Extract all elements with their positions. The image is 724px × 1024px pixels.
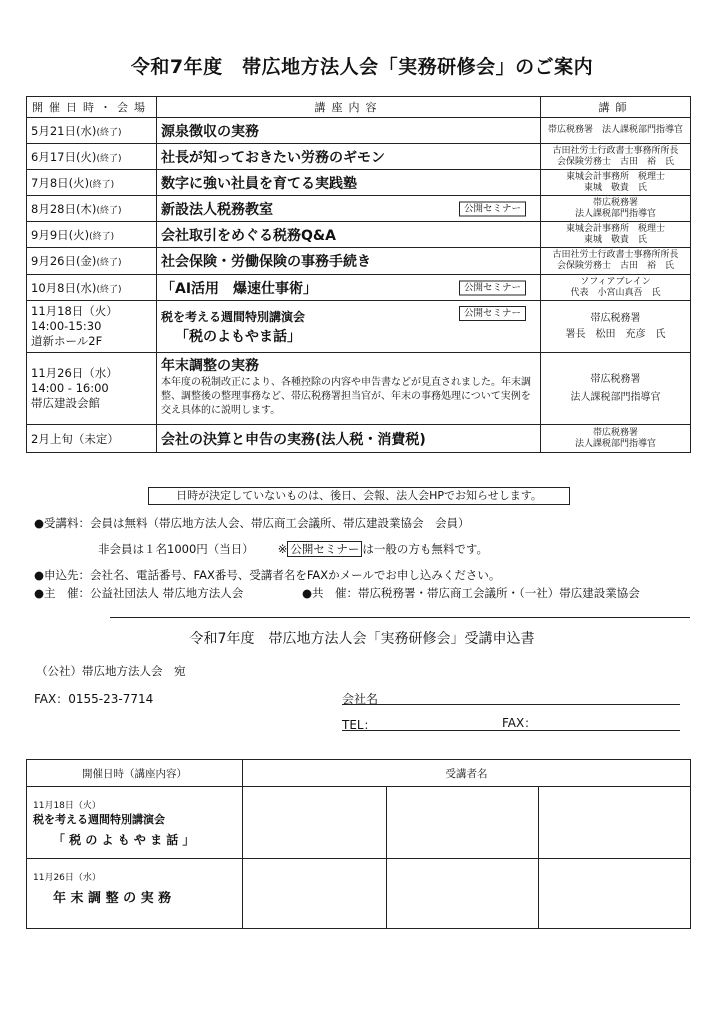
text-schedule-rows-9-lecturer-0: 帯広税務署 — [592, 427, 638, 438]
text-schedule-rows-8-date: 11月26日（水） — [31, 366, 118, 380]
form-addressee: （公社）帯広地方法人会 宛 — [36, 664, 186, 678]
text-schedule-rows-7-date: 11月18日（火） — [31, 304, 118, 318]
attendee-name-input[interactable] — [539, 859, 691, 929]
row-date — [27, 196, 157, 222]
fee-info: ●受講料：会員は無料（帯広地方法人会、帯広商工会議所、帯広建設業協会 会員） — [34, 516, 470, 530]
text-schedule-rows-1-date: 6月17日(火) — [31, 149, 97, 164]
text-schedule-rows-6-date: 10月8日(水) — [31, 280, 97, 295]
text-form-company_label: 会社名 — [342, 692, 379, 706]
text-schedule-rows-6-topic: 「AI活用 爆速仕事術」 — [161, 280, 318, 297]
apply-header-attendees: 受講者名 — [243, 760, 691, 787]
public-seminar-badge: 公開セミナー — [459, 201, 526, 216]
header-topic: 講座内容 — [157, 97, 541, 118]
text-schedule-rows-7-time: 14:00-15:30 — [31, 319, 102, 333]
text-schedule-rows-7-lecturer-1: 署長 松田 充彦 氏 — [565, 328, 666, 340]
text-schedule-rows-2-status: (終了) — [89, 179, 115, 190]
text-schedule-rows-2-date: 7月8日(火) — [31, 175, 90, 190]
apply-header-row — [27, 760, 691, 787]
public-seminar-badge: 公開セミナー — [287, 541, 362, 557]
row-lecturer — [541, 353, 691, 425]
section-divider — [110, 617, 690, 618]
text-schedule-rows-8-lecturer-1: 法人課税部門指導官 — [570, 391, 661, 403]
nonmember-fee — [98, 541, 488, 557]
text-form-entries-0-line1: 税を考える週間特別講演会 — [33, 813, 165, 826]
text-schedule-rows-8-lecturer-0: 帯広税務署 — [590, 373, 641, 385]
text-form-entries-0-line2: 「 税 の よ も や ま 話 」 — [53, 833, 195, 847]
text-schedule-rows-3-status: (終了) — [96, 205, 122, 216]
text-schedule-rows-2-lecturer-1: 東城 敬貴 氏 — [583, 182, 647, 193]
text-schedule-rows-7-subtopic: 「税のよもやま話」 — [175, 328, 301, 345]
text-schedule-rows-1-lecturer-0: 古田社労士行政書士事務所所長 — [552, 145, 679, 156]
text-schedule-rows-0-date: 5月21日(水) — [31, 123, 97, 138]
application-table — [26, 759, 691, 929]
text-schedule-rows-7-topic: 税を考える週間特別講演会 — [161, 309, 306, 324]
row-topic — [157, 353, 541, 425]
organizer: ●主 催：公益社団法人 帯広地方法人会 — [34, 586, 244, 600]
row-lecturer — [541, 170, 691, 196]
cosponsor: ●共 催：帯広税務署・帯広商工会議所・（一社）帯広建設業協会 — [302, 586, 640, 600]
row-lecturer — [541, 196, 691, 222]
schedule-header-row — [27, 97, 691, 118]
row-topic: 会社取引をめぐる税務Q&A — [157, 222, 541, 248]
apply-header-session: 開催日時（講座内容） — [27, 760, 243, 787]
text-schedule-rows-4-status: (終了) — [89, 231, 115, 242]
company-name-field[interactable] — [342, 688, 680, 705]
attendee-name-input[interactable] — [539, 787, 691, 859]
text-schedule-rows-8-time: 14:00 - 16:00 — [31, 381, 109, 395]
row-topic — [157, 301, 541, 353]
text-schedule-rows-4-date: 9月9日(火) — [31, 227, 90, 242]
row-lecturer — [541, 222, 691, 248]
table-row — [27, 196, 691, 222]
attendee-name-input[interactable] — [243, 859, 387, 929]
row-date — [27, 248, 157, 275]
row-date — [27, 170, 157, 196]
row-description: 本年度の税制改正により、各種控除の内容や申告書などが見直されました。年末調整、調整後の整理事務など、帯広税務署担当官が、年末の事務処理について実例を交え具体的に説明します。 — [161, 377, 531, 416]
row-lecturer — [541, 144, 691, 170]
row-date — [27, 353, 157, 425]
table-row — [27, 787, 691, 859]
table-row — [27, 144, 691, 170]
text-schedule-rows-5-lecturer-0: 古田社労士行政書士事務所所長 — [552, 250, 679, 260]
text-form-entries-1-date: 11月26日（水） — [33, 873, 101, 883]
form-fax-number: FAX：0155-23-7714 — [34, 692, 154, 706]
row-topic: 社会保険・労働保険の事務手続き — [157, 248, 541, 275]
text-schedule-rows-5-date: 9月26日(金) — [31, 254, 97, 268]
table-row — [27, 170, 691, 196]
table-row — [27, 301, 691, 353]
table-row — [27, 425, 691, 453]
row-lecturer — [541, 275, 691, 301]
session-cell — [27, 787, 243, 859]
row-topic — [157, 275, 541, 301]
page-title: 令和7年度 帯広地方法人会「実務研修会」のご案内 — [130, 56, 594, 78]
table-row — [27, 248, 691, 275]
row-lecturer — [541, 248, 691, 275]
application-info: ●申込先：会社名、電話番号、FAX番号、受講者名をFAXかメールでお申し込みください。 — [34, 568, 501, 582]
text-schedule-rows-6-lecturer-1: 代表 小宮山真吾 氏 — [570, 287, 661, 298]
public-seminar-badge: 公開セミナー — [459, 280, 526, 295]
text-schedule-rows-4-lecturer-0: 東城会計事務所 税理士 — [565, 223, 665, 234]
text-schedule-rows-1-status: (終了) — [96, 153, 122, 164]
row-date — [27, 144, 157, 170]
row-topic: 数字に強い社員を育てる実践塾 — [157, 170, 541, 196]
row-topic: 社長が知っておきたい労務のギモン — [157, 144, 541, 170]
text-schedule-rows-3-lecturer-0: 帯広税務署 — [592, 197, 638, 208]
text-schedule-rows-5-status: (終了) — [96, 258, 122, 268]
text-form-entries-1-line1: 年 末 調 整 の 実 務 — [53, 891, 172, 906]
row-date — [27, 301, 157, 353]
fax-field-label: FAX： — [502, 716, 537, 730]
contact-field[interactable] — [342, 714, 680, 731]
text-schedule-rows-8-venue: 帯広建設会館 — [31, 396, 100, 410]
text-schedule-rows-3-date: 8月28日(木) — [31, 201, 97, 216]
text-fee-note_prefix: ※ — [277, 542, 288, 556]
row-lecturer: 帯広税務署 法人課税部門指導官 — [541, 118, 691, 144]
attendee-name-input[interactable] — [387, 787, 539, 859]
tel-field-label: TEL： — [342, 718, 376, 732]
table-row — [27, 222, 691, 248]
row-lecturer — [541, 301, 691, 353]
text-schedule-rows-5-lecturer-1: 会保険労務士 古田 裕 氏 — [556, 261, 674, 271]
row-date — [27, 275, 157, 301]
row-date — [27, 222, 157, 248]
header-date: 開催日時・会場 — [27, 97, 157, 118]
text-schedule-rows-8-topic: 年末調整の実務 — [161, 358, 259, 374]
table-row — [27, 859, 691, 929]
row-date: 2月上旬（未定） — [27, 425, 157, 453]
row-date — [27, 118, 157, 144]
text-schedule-rows-7-lecturer-0: 帯広税務署 — [590, 312, 641, 324]
header-lecturer: 講師 — [541, 97, 691, 118]
row-topic — [157, 196, 541, 222]
row-lecturer — [541, 425, 691, 453]
text-schedule-rows-3-lecturer-1: 法人課税部門指導官 — [574, 208, 656, 219]
text-schedule-rows-7-venue: 道新ホール2F — [31, 334, 103, 348]
text-schedule-rows-6-lecturer-0: ソフィアブレイン — [580, 276, 651, 287]
table-row — [27, 118, 691, 144]
text-schedule-rows-9-lecturer-1: 法人課税部門指導官 — [574, 438, 656, 449]
attendee-name-input[interactable] — [243, 787, 387, 859]
undecided-notice: 日時が決定していないものは、後日、会報、法人会HPでお知らせします。 — [148, 487, 570, 505]
text-fee-nonmember: 非会員は１名1000円（当日） — [98, 542, 254, 556]
text-schedule-rows-1-lecturer-1: 会保険労務士 古田 裕 氏 — [556, 156, 674, 167]
text-fee-note_suffix: は一般の方も無料です。 — [362, 542, 488, 556]
text-schedule-rows-3-topic: 新設法人税務教室 — [161, 201, 273, 218]
table-row — [27, 353, 691, 425]
schedule-table — [26, 96, 691, 453]
row-topic: 源泉徴収の実務 — [157, 118, 541, 144]
row-topic: 会社の決算と申告の実務(法人税・消費税) — [157, 425, 541, 453]
text-form-entries-0-date: 11月18日（火） — [33, 801, 101, 811]
text-schedule-rows-0-status: (終了) — [96, 127, 122, 138]
attendee-name-input[interactable] — [387, 859, 539, 929]
text-schedule-rows-4-lecturer-1: 東城 敬貴 氏 — [583, 234, 647, 245]
session-cell — [27, 859, 243, 929]
table-row — [27, 275, 691, 301]
text-schedule-rows-2-lecturer-0: 東城会計事務所 税理士 — [565, 171, 665, 182]
text-schedule-rows-6-status: (終了) — [96, 284, 122, 295]
public-seminar-badge: 公開セミナー — [459, 306, 526, 321]
form-title: 令和7年度 帯広地方法人会「実務研修会」受講申込書 — [189, 631, 535, 647]
